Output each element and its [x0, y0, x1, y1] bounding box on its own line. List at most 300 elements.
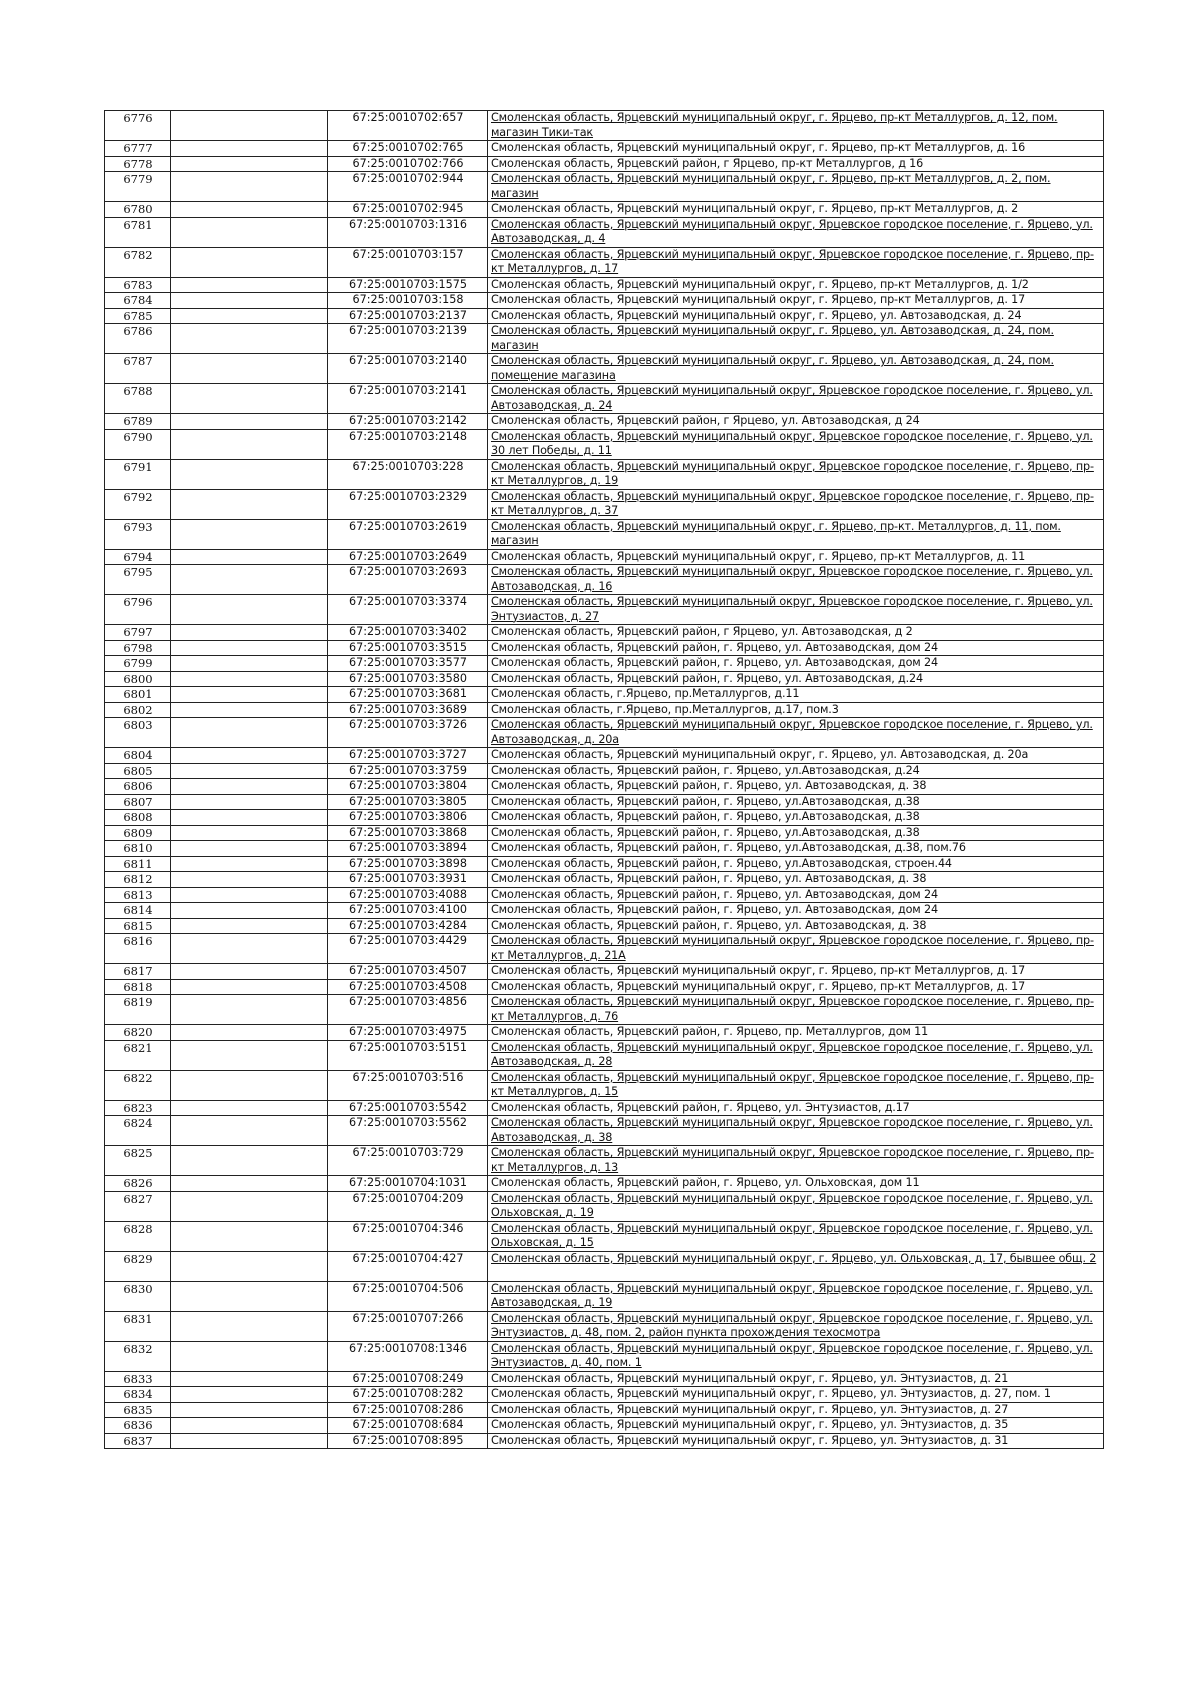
cadastral-number: 67:25:0010702:765 — [328, 141, 488, 157]
row-number: 6778 — [105, 156, 171, 172]
row-number: 6801 — [105, 687, 171, 703]
address: Смоленская область, Ярцевский район, г. Ярцево, ул. Энтузиастов, д.17 — [488, 1100, 1104, 1116]
table-row — [105, 1402, 1104, 1418]
address: Смоленская область, Ярцевский муниципальный округ, Ярцевское городское поселение, г. Ярцево, ул. Автозаводская, д. 20а — [488, 718, 1104, 748]
empty-cell — [171, 1402, 328, 1418]
table-row — [105, 519, 1104, 549]
row-number: 6821 — [105, 1040, 171, 1070]
address: Смоленская область, г.Ярцево, пр.Металлургов, д.17, пом.3 — [488, 702, 1104, 718]
empty-cell — [171, 414, 328, 430]
address: Смоленская область, Ярцевский район, г. Ярцево, ул. Ольховская, дом 11 — [488, 1176, 1104, 1192]
row-number: 6836 — [105, 1418, 171, 1434]
row-number: 6790 — [105, 429, 171, 459]
cadastral-number: 67:25:0010703:1575 — [328, 277, 488, 293]
address: Смоленская область, Ярцевский муниципальный округ, Ярцевское городское поселение, г. Ярцево, пр-кт Металлургов, д. 21А — [488, 934, 1104, 964]
row-number: 6808 — [105, 810, 171, 826]
address: Смоленская область, Ярцевский муниципальный округ, Ярцевское городское поселение, г. Ярцево, пр-кт Металлургов, д. 19 — [488, 459, 1104, 489]
table-row — [105, 1281, 1104, 1311]
empty-cell — [171, 1116, 328, 1146]
address: Смоленская область, Ярцевский муниципальный округ, Ярцевское городское поселение, г. Ярцево, ул. Автозаводская, д. 28 — [488, 1040, 1104, 1070]
cadastral-number: 67:25:0010703:516 — [328, 1070, 488, 1100]
table-row — [105, 656, 1104, 672]
row-number: 6779 — [105, 172, 171, 202]
row-number: 6815 — [105, 918, 171, 934]
empty-cell — [171, 625, 328, 641]
address: Смоленская область, Ярцевский район, г. Ярцево, ул. Автозаводская, дом 24 — [488, 640, 1104, 656]
table-row — [105, 1025, 1104, 1041]
cadastral-number: 67:25:0010703:4429 — [328, 934, 488, 964]
cadastral-number: 67:25:0010708:282 — [328, 1387, 488, 1403]
table-row — [105, 277, 1104, 293]
address: Смоленская область, Ярцевский район, г. Ярцево, ул.Автозаводская, д.38 — [488, 794, 1104, 810]
row-number: 6812 — [105, 872, 171, 888]
address: Смоленская область, Ярцевский муниципальный округ, Ярцевское городское поселение, г. Ярцево, пр-кт Металлургов, д. 17 — [488, 247, 1104, 277]
address: Смоленская область, Ярцевский муниципальный округ, Ярцевское городское поселение, г. Ярцево, ул. Энтузиастов, д. 48, пом. 2, район пункта прохождения техосмотра — [488, 1311, 1104, 1341]
row-number: 6829 — [105, 1251, 171, 1281]
cadastral-number: 67:25:0010703:2619 — [328, 519, 488, 549]
table-row — [105, 825, 1104, 841]
empty-cell — [171, 519, 328, 549]
cadastral-number: 67:25:0010703:3577 — [328, 656, 488, 672]
address: Смоленская область, Ярцевский район, г. Ярцево, ул. Автозаводская, д.24 — [488, 671, 1104, 687]
cadastral-number: 67:25:0010703:3681 — [328, 687, 488, 703]
empty-cell — [171, 656, 328, 672]
empty-cell — [171, 1146, 328, 1176]
table-row — [105, 1221, 1104, 1251]
table-row — [105, 1100, 1104, 1116]
address: Смоленская область, Ярцевский муниципальный округ, г. Ярцево, ул. Автозаводская, д. 24 — [488, 308, 1104, 324]
cadastral-number: 67:25:0010703:3894 — [328, 841, 488, 857]
empty-cell — [171, 872, 328, 888]
table-row — [105, 794, 1104, 810]
cadastral-number: 67:25:0010703:2141 — [328, 384, 488, 414]
cadastral-number: 67:25:0010703:3374 — [328, 595, 488, 625]
table-row — [105, 687, 1104, 703]
empty-cell — [171, 293, 328, 309]
address: Смоленская область, Ярцевский район, г Ярцево, ул. Автозаводская, д 2 — [488, 625, 1104, 641]
address: Смоленская область, Ярцевский район, г. Ярцево, ул. Автозаводская, д. 38 — [488, 779, 1104, 795]
cadastral-number: 67:25:0010703:2139 — [328, 324, 488, 354]
empty-cell — [171, 1025, 328, 1041]
row-number: 6810 — [105, 841, 171, 857]
empty-cell — [171, 810, 328, 826]
empty-cell — [171, 671, 328, 687]
cadastral-number: 67:25:0010703:3759 — [328, 763, 488, 779]
address: Смоленская область, г.Ярцево, пр.Металлургов, д.11 — [488, 687, 1104, 703]
empty-cell — [171, 1281, 328, 1311]
row-number: 6827 — [105, 1191, 171, 1221]
empty-cell — [171, 934, 328, 964]
table-row — [105, 549, 1104, 565]
address: Смоленская область, Ярцевский муниципальный округ, г. Ярцево, пр-кт Металлургов, д. 1/2 — [488, 277, 1104, 293]
cadastral-number: 67:25:0010704:346 — [328, 1221, 488, 1251]
empty-cell — [171, 1070, 328, 1100]
cadastral-number: 67:25:0010703:5151 — [328, 1040, 488, 1070]
empty-cell — [171, 1418, 328, 1434]
cadastral-number: 67:25:0010704:209 — [328, 1191, 488, 1221]
table-row — [105, 111, 1104, 141]
address: Смоленская область, Ярцевский муниципальный округ, г. Ярцево, пр-кт Металлургов, д. 2, пом. магазин — [488, 172, 1104, 202]
table-row — [105, 324, 1104, 354]
table-row — [105, 872, 1104, 888]
cadastral-number: 67:25:0010703:2329 — [328, 489, 488, 519]
row-number: 6832 — [105, 1341, 171, 1371]
cadastral-number: 67:25:0010704:427 — [328, 1251, 488, 1281]
empty-cell — [171, 856, 328, 872]
address: Смоленская область, Ярцевский район, г. Ярцево, пр. Металлургов, дом 11 — [488, 1025, 1104, 1041]
row-number: 6792 — [105, 489, 171, 519]
cadastral-number: 67:25:0010703:3804 — [328, 779, 488, 795]
address: Смоленская область, Ярцевский район, г. Ярцево, ул.Автозаводская, д.38 — [488, 825, 1104, 841]
row-number: 6777 — [105, 141, 171, 157]
property-registry-table — [104, 110, 1104, 1449]
cadastral-number: 67:25:0010703:2649 — [328, 549, 488, 565]
table-row — [105, 841, 1104, 857]
row-number: 6830 — [105, 1281, 171, 1311]
cadastral-number: 67:25:0010707:266 — [328, 1311, 488, 1341]
table-row — [105, 1341, 1104, 1371]
empty-cell — [171, 702, 328, 718]
row-number: 6816 — [105, 934, 171, 964]
table-row — [105, 964, 1104, 980]
row-number: 6799 — [105, 656, 171, 672]
cadastral-number: 67:25:0010703:3806 — [328, 810, 488, 826]
empty-cell — [171, 156, 328, 172]
table-row — [105, 247, 1104, 277]
table-row — [105, 565, 1104, 595]
row-number: 6789 — [105, 414, 171, 430]
table-row — [105, 489, 1104, 519]
row-number: 6804 — [105, 748, 171, 764]
row-number: 6798 — [105, 640, 171, 656]
table-row — [105, 595, 1104, 625]
table-row — [105, 1040, 1104, 1070]
address: Смоленская область, Ярцевский район, г. Ярцево, ул. Автозаводская, д. 38 — [488, 918, 1104, 934]
table-row — [105, 1433, 1104, 1449]
row-number: 6776 — [105, 111, 171, 141]
table-row — [105, 1116, 1104, 1146]
cadastral-number: 67:25:0010703:157 — [328, 247, 488, 277]
table-row — [105, 1251, 1104, 1281]
empty-cell — [171, 903, 328, 919]
empty-cell — [171, 918, 328, 934]
table-row — [105, 640, 1104, 656]
table-row — [105, 625, 1104, 641]
cadastral-number: 67:25:0010703:729 — [328, 1146, 488, 1176]
address: Смоленская область, Ярцевский муниципальный округ, Ярцевское городское поселение, г. Ярцево, ул. Автозаводская, д. 24 — [488, 384, 1104, 414]
empty-cell — [171, 354, 328, 384]
cadastral-number: 67:25:0010703:3898 — [328, 856, 488, 872]
cadastral-number: 67:25:0010703:228 — [328, 459, 488, 489]
cadastral-number: 67:25:0010703:3727 — [328, 748, 488, 764]
row-number: 6782 — [105, 247, 171, 277]
empty-cell — [171, 995, 328, 1025]
cadastral-number: 67:25:0010708:684 — [328, 1418, 488, 1434]
table-row — [105, 763, 1104, 779]
cadastral-number: 67:25:0010704:1031 — [328, 1176, 488, 1192]
empty-cell — [171, 308, 328, 324]
empty-cell — [171, 595, 328, 625]
address: Смоленская область, Ярцевский муниципальный округ, Ярцевское городское поселение, г. Ярцево, ул. Автозаводская, д. 4 — [488, 217, 1104, 247]
cadastral-number: 67:25:0010703:2693 — [328, 565, 488, 595]
address: Смоленская область, Ярцевский район, г. Ярцево, ул. Автозаводская, дом 24 — [488, 903, 1104, 919]
cadastral-number: 67:25:0010708:286 — [328, 1402, 488, 1418]
row-number: 6824 — [105, 1116, 171, 1146]
row-number: 6796 — [105, 595, 171, 625]
empty-cell — [171, 1433, 328, 1449]
empty-cell — [171, 384, 328, 414]
cadastral-number: 67:25:0010702:766 — [328, 156, 488, 172]
address: Смоленская область, Ярцевский муниципальный округ, Ярцевское городское поселение, г. Ярцево, пр-кт Металлургов, д. 76 — [488, 995, 1104, 1025]
address: Смоленская область, Ярцевский муниципальный округ, г. Ярцево, ул. Энтузиастов, д. 27, пом. 1 — [488, 1387, 1104, 1403]
cadastral-number: 67:25:0010703:3931 — [328, 872, 488, 888]
table-row — [105, 1070, 1104, 1100]
empty-cell — [171, 1341, 328, 1371]
row-number: 6786 — [105, 324, 171, 354]
address: Смоленская область, Ярцевский район, г. Ярцево, ул. Автозаводская, дом 24 — [488, 656, 1104, 672]
row-number: 6828 — [105, 1221, 171, 1251]
address: Смоленская область, Ярцевский муниципальный округ, Ярцевское городское поселение, г. Ярцево, ул. Ольховская, д. 15 — [488, 1221, 1104, 1251]
address: Смоленская область, Ярцевский муниципальный округ, Ярцевское городское поселение, г. Ярцево, ул. Автозаводская, д. 38 — [488, 1116, 1104, 1146]
address: Смоленская область, Ярцевский район, г. Ярцево, ул.Автозаводская, д.38, пом.76 — [488, 841, 1104, 857]
row-number: 6800 — [105, 671, 171, 687]
cadastral-number: 67:25:0010703:5562 — [328, 1116, 488, 1146]
registry-body — [105, 111, 1104, 1449]
row-number: 6805 — [105, 763, 171, 779]
empty-cell — [171, 1387, 328, 1403]
empty-cell — [171, 277, 328, 293]
cadastral-number: 67:25:0010703:158 — [328, 293, 488, 309]
empty-cell — [171, 964, 328, 980]
empty-cell — [171, 979, 328, 995]
address: Смоленская область, Ярцевский муниципальный округ, Ярцевское городское поселение, г. Ярцево, ул. Автозаводская, д. 19 — [488, 1281, 1104, 1311]
empty-cell — [171, 718, 328, 748]
empty-cell — [171, 217, 328, 247]
row-number: 6822 — [105, 1070, 171, 1100]
address: Смоленская область, Ярцевский муниципальный округ, г. Ярцево, пр-кт Металлургов, д. 2 — [488, 202, 1104, 218]
table-row — [105, 718, 1104, 748]
cadastral-number: 67:25:0010703:3868 — [328, 825, 488, 841]
address: Смоленская область, Ярцевский район, г. Ярцево, ул.Автозаводская, строен.44 — [488, 856, 1104, 872]
row-number: 6788 — [105, 384, 171, 414]
table-row — [105, 429, 1104, 459]
table-row — [105, 414, 1104, 430]
table-row — [105, 156, 1104, 172]
row-number: 6837 — [105, 1433, 171, 1449]
table-row — [105, 934, 1104, 964]
cadastral-number: 67:25:0010702:945 — [328, 202, 488, 218]
empty-cell — [171, 748, 328, 764]
address: Смоленская область, Ярцевский муниципальный округ, г. Ярцево, пр-кт Металлургов, д. 12, пом. магазин Тики-так — [488, 111, 1104, 141]
table-row — [105, 459, 1104, 489]
row-number: 6784 — [105, 293, 171, 309]
cadastral-number: 67:25:0010703:4507 — [328, 964, 488, 980]
cadastral-number: 67:25:0010703:4100 — [328, 903, 488, 919]
empty-cell — [171, 779, 328, 795]
cadastral-number: 67:25:0010703:4088 — [328, 887, 488, 903]
row-number: 6797 — [105, 625, 171, 641]
table-row — [105, 1418, 1104, 1434]
empty-cell — [171, 1176, 328, 1192]
address: Смоленская область, Ярцевский муниципальный округ, Ярцевское городское поселение, г. Ярцево, ул. Энтузиастов, д. 40, пом. 1 — [488, 1341, 1104, 1371]
address: Смоленская область, Ярцевский муниципальный округ, г. Ярцево, ул. Энтузиастов, д. 31 — [488, 1433, 1104, 1449]
row-number: 6780 — [105, 202, 171, 218]
address: Смоленская область, Ярцевский муниципальный округ, г. Ярцево, ул. Энтузиастов, д. 21 — [488, 1371, 1104, 1387]
empty-cell — [171, 1191, 328, 1221]
row-number: 6825 — [105, 1146, 171, 1176]
empty-cell — [171, 1371, 328, 1387]
empty-cell — [171, 429, 328, 459]
row-number: 6794 — [105, 549, 171, 565]
table-row — [105, 903, 1104, 919]
address: Смоленская область, Ярцевский муниципальный округ, Ярцевское городское поселение, г. Ярцево, ул. Ольховская, д. 19 — [488, 1191, 1104, 1221]
row-number: 6781 — [105, 217, 171, 247]
address: Смоленская область, Ярцевский муниципальный округ, г. Ярцево, пр-кт Металлургов, д. 16 — [488, 141, 1104, 157]
cadastral-number: 67:25:0010704:506 — [328, 1281, 488, 1311]
row-number: 6811 — [105, 856, 171, 872]
empty-cell — [171, 1311, 328, 1341]
empty-cell — [171, 111, 328, 141]
row-number: 6787 — [105, 354, 171, 384]
cadastral-number: 67:25:0010703:4856 — [328, 995, 488, 1025]
row-number: 6834 — [105, 1387, 171, 1403]
address: Смоленская область, Ярцевский район, г Ярцево, пр-кт Металлургов, д 16 — [488, 156, 1104, 172]
cadastral-number: 67:25:0010702:944 — [328, 172, 488, 202]
address: Смоленская область, Ярцевский муниципальный округ, г. Ярцево, пр-кт Металлургов, д. 17 — [488, 293, 1104, 309]
address: Смоленская область, Ярцевский муниципальный округ, г. Ярцево, ул. Автозаводская, д. 24, пом. магазин — [488, 324, 1104, 354]
table-row — [105, 1146, 1104, 1176]
cadastral-number: 67:25:0010703:4284 — [328, 918, 488, 934]
cadastral-number: 67:25:0010703:4508 — [328, 979, 488, 995]
table-row — [105, 671, 1104, 687]
row-number: 6813 — [105, 887, 171, 903]
empty-cell — [171, 1100, 328, 1116]
address: Смоленская область, Ярцевский муниципальный округ, г. Ярцево, ул. Автозаводская, д. 24, пом. помещение магазина — [488, 354, 1104, 384]
empty-cell — [171, 141, 328, 157]
row-number: 6817 — [105, 964, 171, 980]
address: Смоленская область, Ярцевский район, г. Ярцево, ул.Автозаводская, д.38 — [488, 810, 1104, 826]
table-row — [105, 384, 1104, 414]
empty-cell — [171, 565, 328, 595]
table-row — [105, 172, 1104, 202]
table-row — [105, 702, 1104, 718]
row-number: 6806 — [105, 779, 171, 795]
row-number: 6819 — [105, 995, 171, 1025]
cadastral-number: 67:25:0010702:657 — [328, 111, 488, 141]
empty-cell — [171, 887, 328, 903]
table-row — [105, 354, 1104, 384]
row-number: 6791 — [105, 459, 171, 489]
cadastral-number: 67:25:0010703:4975 — [328, 1025, 488, 1041]
row-number: 6833 — [105, 1371, 171, 1387]
empty-cell — [171, 202, 328, 218]
address: Смоленская область, Ярцевский муниципальный округ, г. Ярцево, ул. Энтузиастов, д. 27 — [488, 1402, 1104, 1418]
cadastral-number: 67:25:0010703:3402 — [328, 625, 488, 641]
empty-cell — [171, 640, 328, 656]
table-row — [105, 293, 1104, 309]
cadastral-number: 67:25:0010703:3726 — [328, 718, 488, 748]
table-row — [105, 1311, 1104, 1341]
table-row — [105, 810, 1104, 826]
table-row — [105, 918, 1104, 934]
address: Смоленская область, Ярцевский муниципальный округ, Ярцевское городское поселение, г. Ярцево, пр-кт Металлургов, д. 13 — [488, 1146, 1104, 1176]
address: Смоленская область, Ярцевский муниципальный округ, г. Ярцево, пр-кт Металлургов, д. 17 — [488, 979, 1104, 995]
cadastral-number: 67:25:0010703:2148 — [328, 429, 488, 459]
cadastral-number: 67:25:0010708:895 — [328, 1433, 488, 1449]
row-number: 6783 — [105, 277, 171, 293]
empty-cell — [171, 1040, 328, 1070]
row-number: 6809 — [105, 825, 171, 841]
empty-cell — [171, 825, 328, 841]
table-row — [105, 202, 1104, 218]
address: Смоленская область, Ярцевский район, г. Ярцево, ул.Автозаводская, д.24 — [488, 763, 1104, 779]
row-number: 6818 — [105, 979, 171, 995]
address: Смоленская область, Ярцевский муниципальный округ, г. Ярцево, ул. Автозаводская, д. 20а — [488, 748, 1104, 764]
address: Смоленская область, Ярцевский муниципальный округ, Ярцевское городское поселение, г. Ярцево, пр-кт Металлургов, д. 37 — [488, 489, 1104, 519]
table-row — [105, 979, 1104, 995]
empty-cell — [171, 1221, 328, 1251]
cadastral-number: 67:25:0010703:2142 — [328, 414, 488, 430]
empty-cell — [171, 794, 328, 810]
empty-cell — [171, 841, 328, 857]
row-number: 6823 — [105, 1100, 171, 1116]
table-row — [105, 748, 1104, 764]
table-row — [105, 217, 1104, 247]
empty-cell — [171, 489, 328, 519]
address: Смоленская область, Ярцевский район, г Ярцево, ул. Автозаводская, д 24 — [488, 414, 1104, 430]
address: Смоленская область, Ярцевский район, г. Ярцево, ул. Автозаводская, д. 38 — [488, 872, 1104, 888]
table-row — [105, 779, 1104, 795]
cadastral-number: 67:25:0010703:3515 — [328, 640, 488, 656]
table-row — [105, 308, 1104, 324]
table-row — [105, 1371, 1104, 1387]
cadastral-number: 67:25:0010703:3580 — [328, 671, 488, 687]
address: Смоленская область, Ярцевский муниципальный округ, г. Ярцево, пр-кт. Металлургов, д. 11, пом. магазин — [488, 519, 1104, 549]
cadastral-number: 67:25:0010703:1316 — [328, 217, 488, 247]
row-number: 6795 — [105, 565, 171, 595]
empty-cell — [171, 763, 328, 779]
address: Смоленская область, Ярцевский муниципальный округ, Ярцевское городское поселение, г. Ярцево, ул. Энтузиастов, д. 27 — [488, 595, 1104, 625]
empty-cell — [171, 687, 328, 703]
address: Смоленская область, Ярцевский муниципальный округ, Ярцевское городское поселение, г. Ярцево, ул. Автозаводская, д. 16 — [488, 565, 1104, 595]
row-number: 6807 — [105, 794, 171, 810]
table-row — [105, 1387, 1104, 1403]
row-number: 6826 — [105, 1176, 171, 1192]
row-number: 6835 — [105, 1402, 171, 1418]
empty-cell — [171, 247, 328, 277]
row-number: 6793 — [105, 519, 171, 549]
empty-cell — [171, 549, 328, 565]
cadastral-number: 67:25:0010703:5542 — [328, 1100, 488, 1116]
table-row — [105, 1191, 1104, 1221]
empty-cell — [171, 172, 328, 202]
address: Смоленская область, Ярцевский район, г. Ярцево, ул. Автозаводская, дом 24 — [488, 887, 1104, 903]
table-row — [105, 887, 1104, 903]
address: Смоленская область, Ярцевский муниципальный округ, Ярцевское городское поселение, г. Ярцево, пр-кт Металлургов, д. 15 — [488, 1070, 1104, 1100]
table-row — [105, 141, 1104, 157]
empty-cell — [171, 1251, 328, 1281]
row-number: 6803 — [105, 718, 171, 748]
row-number: 6831 — [105, 1311, 171, 1341]
cadastral-number: 67:25:0010708:249 — [328, 1371, 488, 1387]
address: Смоленская область, Ярцевский муниципальный округ, г. Ярцево, пр-кт Металлургов, д. 17 — [488, 964, 1104, 980]
table-row — [105, 1176, 1104, 1192]
table-row — [105, 995, 1104, 1025]
cadastral-number: 67:25:0010708:1346 — [328, 1341, 488, 1371]
empty-cell — [171, 324, 328, 354]
row-number: 6820 — [105, 1025, 171, 1041]
cadastral-number: 67:25:0010703:2137 — [328, 308, 488, 324]
